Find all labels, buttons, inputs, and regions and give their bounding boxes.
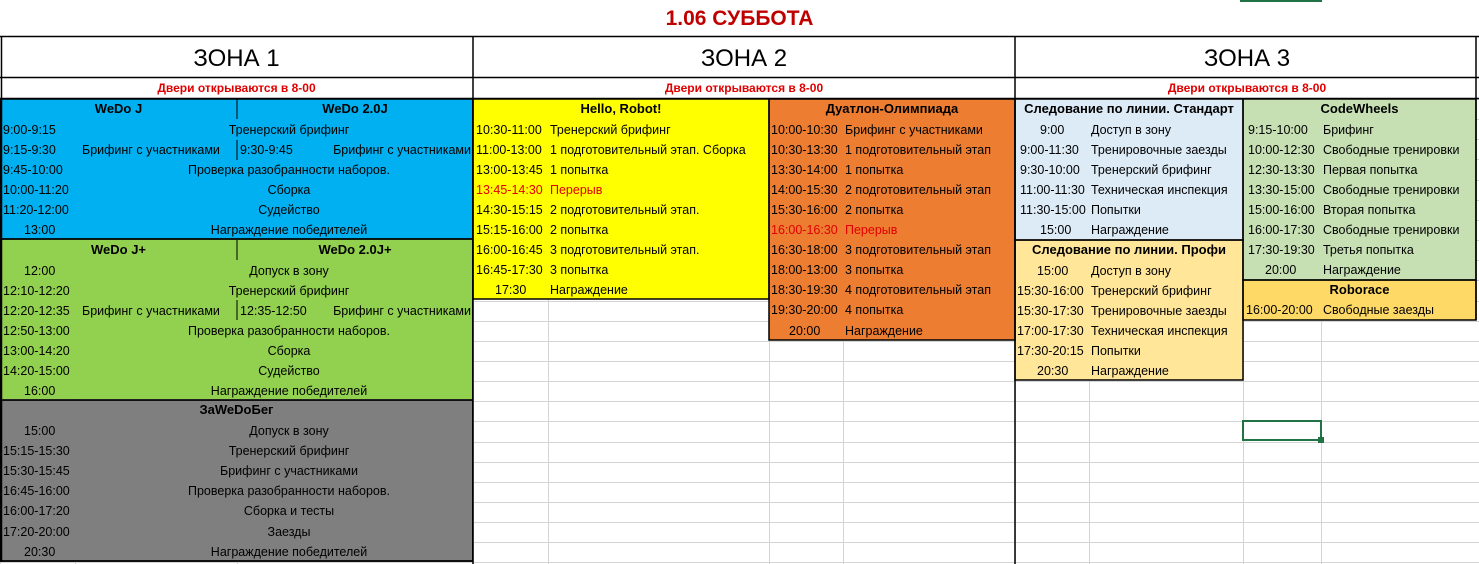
codewheels-time: 20:00 [1265, 263, 1297, 278]
hello-robot-event: 2 подготовительный этап. [550, 202, 700, 217]
hello-robot-time: 13:45-14:30 [476, 182, 543, 197]
codewheels-event: Свободные тренировки [1323, 182, 1460, 197]
codewheels-event: Третья попытка [1323, 243, 1414, 258]
standard-time: 15:00 [1040, 223, 1072, 237]
zawedo-event: Проверка разобранности наборов. [187, 484, 390, 499]
hello-robot-time: 13:00-13:45 [476, 162, 543, 177]
wedoplus-event: Судейство [258, 364, 320, 378]
duatlon-time: 10:30-13:30 [771, 142, 838, 157]
wedo-event: Сборка [267, 182, 311, 197]
profi-event: Награждение [1091, 364, 1169, 378]
duatlon-time: 18:30-19:30 [771, 283, 838, 298]
profi-event: Попытки [1091, 343, 1141, 358]
standard-event: Техническая инспекция [1091, 182, 1228, 197]
zawedo-time: 15:00 [24, 424, 56, 438]
codewheels-time: 15:00-16:00 [1248, 202, 1315, 217]
standard-event: Тренировочные заезды [1091, 142, 1227, 157]
duatlon-time: 19:30-20:00 [771, 303, 838, 318]
codewheels-time: 9:15-10:00 [1248, 122, 1308, 137]
wedo-time: 13:00 [24, 223, 56, 237]
profi-time: 15:30-16:00 [1017, 283, 1084, 298]
codewheels-time: 16:00-17:30 [1248, 223, 1315, 237]
standard-time: 11:00-11:30 [1020, 182, 1085, 197]
standard-time: 11:30-15:00 [1020, 202, 1086, 217]
wedoplus-event: Награждение победителей [210, 384, 368, 399]
zawedo-time: 16:00-17:20 [3, 504, 70, 519]
page-title: 1.06 СУББОТА [665, 7, 814, 30]
roborace-event: Свободные заезды [1323, 303, 1435, 317]
codewheels-header: CodeWheels [1320, 101, 1399, 116]
hello-robot-event: Перерыв [550, 182, 603, 197]
wedo-time: 9:45-10:00 [3, 162, 63, 177]
wedo-20j-header: WeDo 2.0J [322, 101, 388, 116]
duatlon-time: 16:30-18:00 [771, 243, 838, 258]
codewheels-event: Свободные тренировки [1323, 223, 1460, 237]
codewheels-event: Первая попытка [1323, 162, 1418, 177]
zawedo-header: ЗаWeDoБег [199, 402, 274, 417]
wedoplus-time: 12:20-12:35 [3, 303, 70, 318]
standard-event: Доступ в зону [1091, 122, 1171, 137]
codewheels-time: 13:30-15:00 [1248, 182, 1315, 197]
wedo-event: Награждение победителей [210, 223, 368, 237]
zawedo-event: Тренерский брифинг [228, 444, 350, 459]
duatlon-event: 1 подготовительный этап [845, 142, 991, 157]
codewheels-event: Брифинг [1323, 122, 1374, 137]
codewheels-event: Вторая попытка [1323, 202, 1416, 217]
zawedo-event: Сборка и тесты [243, 504, 335, 519]
standard-event: Награждение [1091, 223, 1169, 237]
duatlon-event: Награждение [845, 323, 923, 338]
zawedo-time: 16:45-16:00 [3, 484, 70, 499]
profi-event: Техническая инспекция [1091, 323, 1228, 338]
roborace-header: Roborace [1329, 282, 1390, 297]
wedo-time: 9:00-9:15 [3, 122, 56, 137]
profi-time: 20:30 [1037, 364, 1069, 378]
hello-robot-event: 1 попытка [550, 162, 609, 177]
zawedo-time: 20:30 [24, 544, 56, 559]
profi-header: Следование по линии. Профи [1032, 242, 1226, 257]
wedo-event: Проверка разобранности наборов. [187, 162, 390, 177]
wedo-event: Судейство [258, 202, 320, 217]
zone3-doors-note: Двери открываются в 8-00 [1167, 81, 1327, 95]
zone2-title: ЗОНА 2 [700, 45, 788, 72]
zawedo-event: Допуск в зону [249, 424, 329, 438]
duatlon-event: 4 попытка [845, 303, 904, 318]
hello-robot-event: 1 подготовительный этап. Сборка [550, 142, 746, 157]
wedoplus-time: 12:00 [24, 263, 56, 278]
zawedo-time: 17:20-20:00 [3, 524, 70, 539]
codewheels-event: Свободные тренировки [1323, 142, 1460, 157]
wedo-time: 10:00-11:20 [3, 182, 69, 197]
duatlon-time: 20:00 [789, 323, 821, 338]
roborace-time: 16:00-20:00 [1246, 303, 1313, 317]
codewheels-time: 10:00-12:30 [1248, 142, 1315, 157]
wedoplus-time: 16:00 [24, 384, 56, 399]
hello-robot-event: 3 попытка [550, 263, 609, 278]
standard-event: Тренерский брифинг [1091, 162, 1212, 177]
profi-time: 17:00-17:30 [1017, 323, 1084, 338]
duatlon-time: 13:30-14:00 [771, 162, 838, 177]
hello-robot-event: Тренерский брифинг [550, 122, 671, 137]
standard-event: Попытки [1091, 202, 1141, 217]
hello-robot-time: 16:45-17:30 [476, 263, 543, 278]
duatlon-event: 1 попытка [845, 162, 904, 177]
hello-robot-time: 14:30-15:15 [476, 202, 543, 217]
duatlon-event: Брифинг с участниками [845, 122, 983, 137]
profi-event: Тренировочные заезды [1091, 303, 1227, 318]
wedo-20jplus-header: WeDo 2.0J+ [318, 242, 392, 257]
duatlon-time: 18:00-13:00 [771, 263, 838, 278]
duatlon-event: Перерыв [845, 223, 898, 237]
codewheels-event: Награждение [1323, 263, 1401, 278]
profi-event: Доступ в зону [1091, 263, 1171, 278]
hello-robot-event: Награждение [550, 283, 628, 298]
wedoplus-event: Допуск в зону [249, 263, 329, 278]
wedoplus-event-2: Брифинг с участниками [333, 303, 471, 318]
profi-event: Тренерский брифинг [1091, 283, 1212, 298]
wedo-j-header: WeDo J [94, 101, 143, 116]
hello-robot-time: 17:30 [495, 283, 527, 298]
standard-time: 9:30-10:00 [1020, 162, 1080, 177]
zawedo-event: Заезды [267, 524, 311, 539]
wedoplus-event: Брифинг с участниками [82, 303, 220, 318]
wedo-jplus-header: WeDo J+ [90, 242, 147, 257]
duatlon-time: 15:30-16:00 [771, 202, 838, 217]
zawedo-event: Брифинг с участниками [220, 464, 358, 479]
hello-robot-time: 15:15-16:00 [476, 223, 543, 237]
wedoplus-time: 12:50-13:00 [3, 323, 70, 338]
wedoplus-time-2: 12:35-12:50 [240, 303, 307, 318]
duatlon-time: 10:00-10:30 [771, 122, 838, 137]
duatlon-event: 2 попытка [845, 202, 904, 217]
zone3-title: ЗОНА 3 [1203, 45, 1291, 72]
wedo-time-2: 9:30-9:45 [240, 142, 293, 157]
hello-robot-time: 16:00-16:45 [476, 243, 543, 258]
zawedo-time: 15:15-15:30 [3, 444, 70, 459]
wedoplus-time: 13:00-14:20 [3, 343, 70, 358]
wedoplus-event: Сборка [267, 343, 311, 358]
profi-time: 15:30-17:30 [1017, 303, 1084, 318]
duatlon-header: Дуатлон-Олимпиада [825, 101, 959, 116]
hello-robot-time: 10:30-11:00 [476, 122, 542, 137]
wedoplus-event: Тренерский брифинг [228, 283, 350, 298]
codewheels-time: 12:30-13:30 [1248, 162, 1315, 177]
wedo-event: Брифинг с участниками [82, 142, 220, 157]
duatlon-time: 16:00-16:30 [771, 223, 838, 237]
profi-time: 17:30-20:15 [1017, 343, 1084, 358]
standard-time: 9:00 [1040, 122, 1065, 137]
zone1-title: ЗОНА 1 [193, 45, 280, 72]
standard-time: 9:00-11:30 [1020, 142, 1079, 157]
hello-robot-time: 11:00-13:00 [476, 142, 542, 157]
wedoplus-time: 12:10-12:20 [3, 283, 70, 298]
wedoplus-time: 14:20-15:00 [3, 364, 70, 378]
wedo-time: 9:15-9:30 [3, 142, 56, 157]
duatlon-event: 2 подготовительный этап [845, 182, 991, 197]
wedoplus-event: Проверка разобранности наборов. [187, 323, 390, 338]
standard-header: Следование по линии. Стандарт [1024, 101, 1234, 116]
profi-time: 15:00 [1037, 263, 1069, 278]
hello-robot-event: 2 попытка [550, 223, 609, 237]
zawedo-time: 15:30-15:45 [3, 464, 70, 479]
zawedo-event: Награждение победителей [210, 544, 368, 559]
hello-robot-header: Hello, Robot! [580, 101, 662, 116]
duatlon-time: 14:00-15:30 [771, 182, 838, 197]
duatlon-event: 3 подготовительный этап [845, 243, 991, 258]
duatlon-event: 4 подготовительный этап [845, 283, 991, 298]
zone1-doors-note: Двери открываются в 8-00 [157, 81, 316, 95]
wedo-time: 11:20-12:00 [3, 202, 69, 217]
duatlon-event: 3 попытка [845, 263, 904, 278]
hello-robot-event: 3 подготовительный этап. [550, 243, 700, 258]
wedo-event: Тренерский брифинг [228, 122, 350, 137]
wedo-event-2: Брифинг с участниками [333, 142, 471, 157]
codewheels-time: 17:30-19:30 [1248, 243, 1315, 258]
zone2-doors-note: Двери открываются в 8-00 [664, 81, 824, 95]
